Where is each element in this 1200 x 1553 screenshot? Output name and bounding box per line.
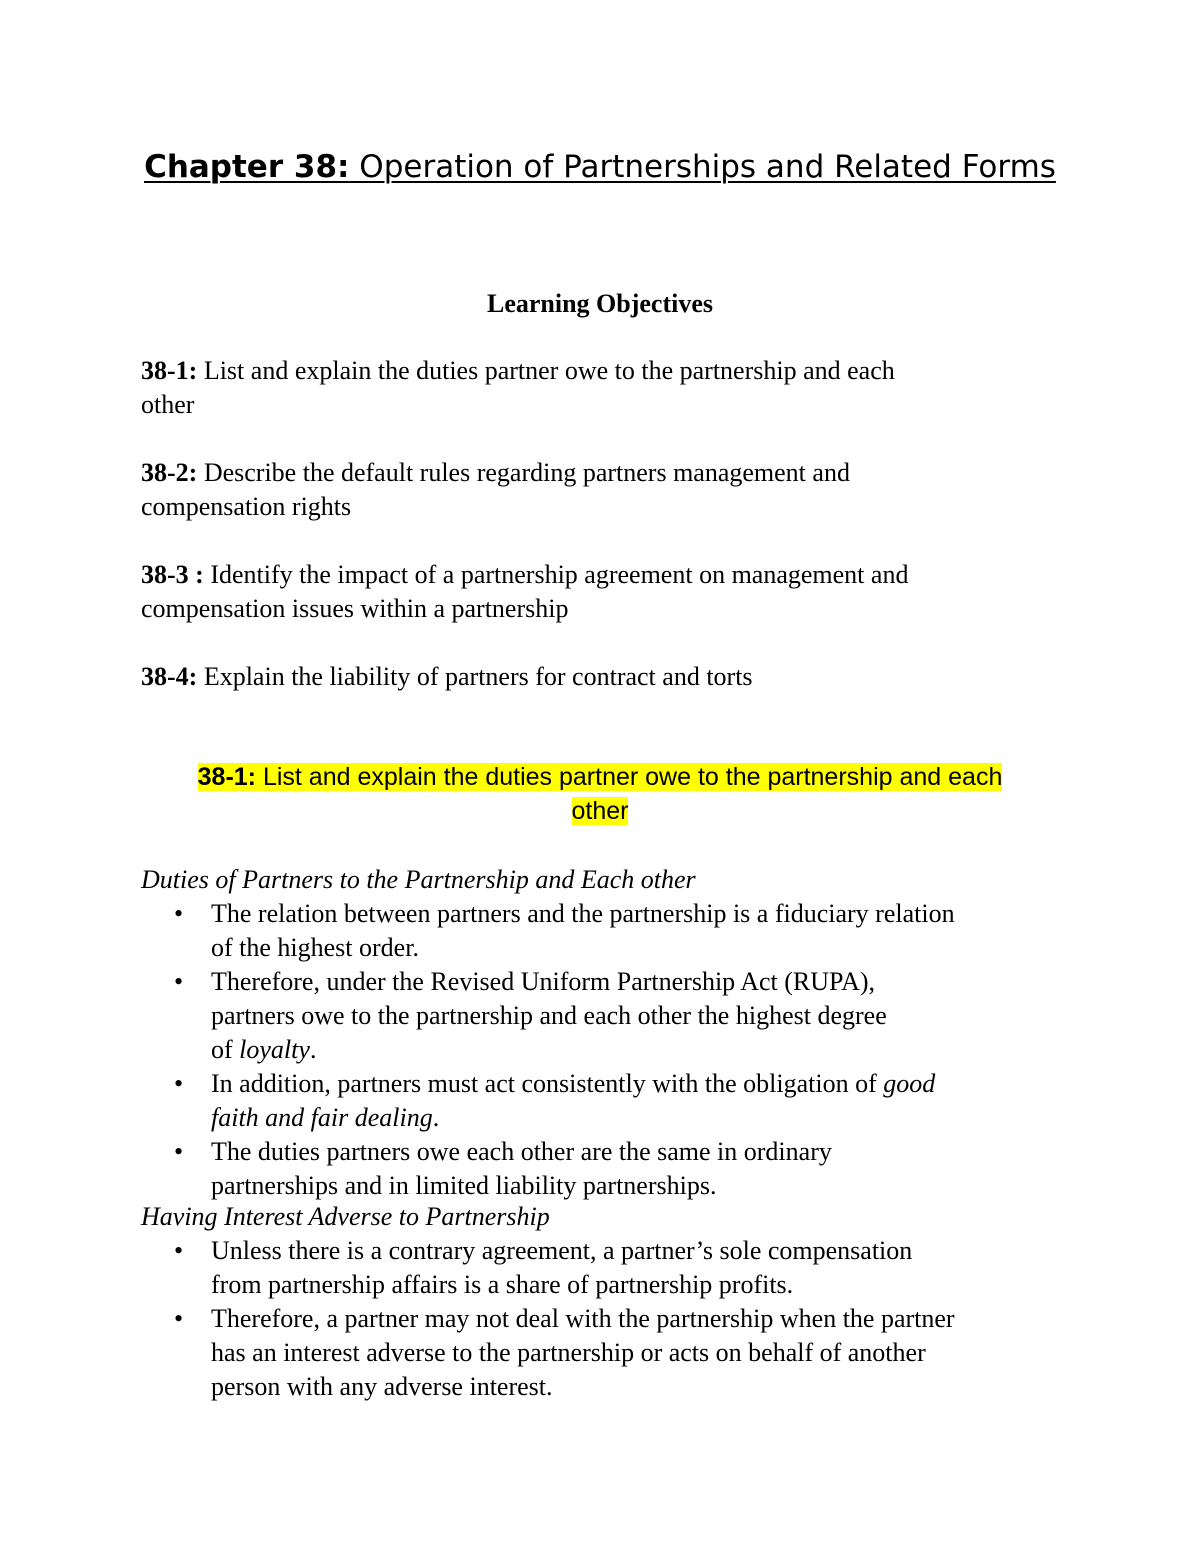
list-item-text: The relation between partners and the partnership is a fiduciary relation [211, 899, 955, 928]
bullet-icon: • [174, 1137, 184, 1166]
objective-text: other [141, 390, 195, 419]
objective-number: 38-1: [141, 356, 198, 385]
objective-text: Describe the default rules regarding partners management and [197, 458, 850, 487]
objective-text: Identify the impact of a partnership agreement on management and [203, 560, 909, 589]
list-item-text: of [211, 1035, 240, 1064]
highlighted-section-heading [150, 760, 1050, 828]
chapter-name: Operation of Partnerships and Related Forms [349, 149, 1056, 185]
emphasis-text: good [883, 1069, 936, 1098]
bullet-list [141, 1234, 1071, 1404]
objective-text: compensation issues within a partnership [141, 594, 569, 623]
list-item-text: In addition, partners must act consistently with the obligation of [211, 1069, 884, 1098]
bullet-list [141, 897, 1071, 1203]
emphasis-text: faith and fair dealing [211, 1103, 433, 1132]
list-item [141, 1135, 1071, 1203]
list-item-text: . [309, 1035, 317, 1064]
objective-number: 38-3 : [141, 560, 204, 589]
list-item-text: from partnership affairs is a share of partnership profits. [211, 1270, 794, 1299]
objective-text: compensation rights [141, 492, 352, 521]
emphasis-text: loyalty [239, 1035, 310, 1064]
list-item-text: of the highest order. [211, 933, 419, 962]
objective-item [141, 354, 1041, 422]
objective-text: List and explain the duties partner owe to the partnership and each [197, 356, 895, 385]
bullet-icon: • [174, 1304, 184, 1333]
highlight-text: List and explain the duties partner owe to the partnership and each [256, 763, 1003, 791]
learning-objectives-heading: Learning Objectives [486, 289, 714, 318]
list-item-text: The duties partners owe each other are the same in ordinary [211, 1137, 832, 1166]
highlight-number: 38-1: [197, 763, 257, 791]
list-item [141, 1067, 1071, 1135]
list-item [141, 1302, 1071, 1404]
list-item [141, 1234, 1071, 1302]
list-item [141, 897, 1071, 965]
list-item-text: has an interest adverse to the partnership or acts on behalf of another [211, 1338, 926, 1367]
list-item-text: partnerships and in limited liability partnerships. [211, 1171, 717, 1200]
objective-number: 38-2: [141, 458, 198, 487]
objective-item [141, 456, 1041, 524]
bullet-icon: • [174, 899, 184, 928]
subsection-heading: Duties of Partners to the Partnership and Each other [141, 865, 696, 894]
list-item-text: partners owe to the partnership and each other the highest degree [211, 1001, 887, 1030]
objective-item [141, 558, 1041, 626]
list-item-text: Unless there is a contrary agreement, a partner’s sole compensation [211, 1236, 913, 1265]
bullet-icon: • [174, 1236, 184, 1265]
highlight-text: other [571, 797, 629, 825]
objective-text: Explain the liability of partners for contract and torts [197, 662, 753, 691]
list-item-text: person with any adverse interest. [211, 1372, 553, 1401]
list-item-text: . [432, 1103, 440, 1132]
list-item [141, 965, 1071, 1067]
objective-number: 38-4: [141, 662, 198, 691]
bullet-icon: • [174, 967, 184, 996]
chapter-number: Chapter 38: [144, 149, 350, 185]
list-item-text: Therefore, a partner may not deal with the partnership when the partner [211, 1304, 955, 1333]
list-item-text: Therefore, under the Revised Uniform Partnership Act (RUPA), [211, 967, 876, 996]
bullet-icon: • [174, 1069, 184, 1098]
objective-item [141, 660, 1041, 694]
chapter-title [0, 145, 1200, 189]
subsection-heading: Having Interest Adverse to Partnership [141, 1202, 550, 1231]
